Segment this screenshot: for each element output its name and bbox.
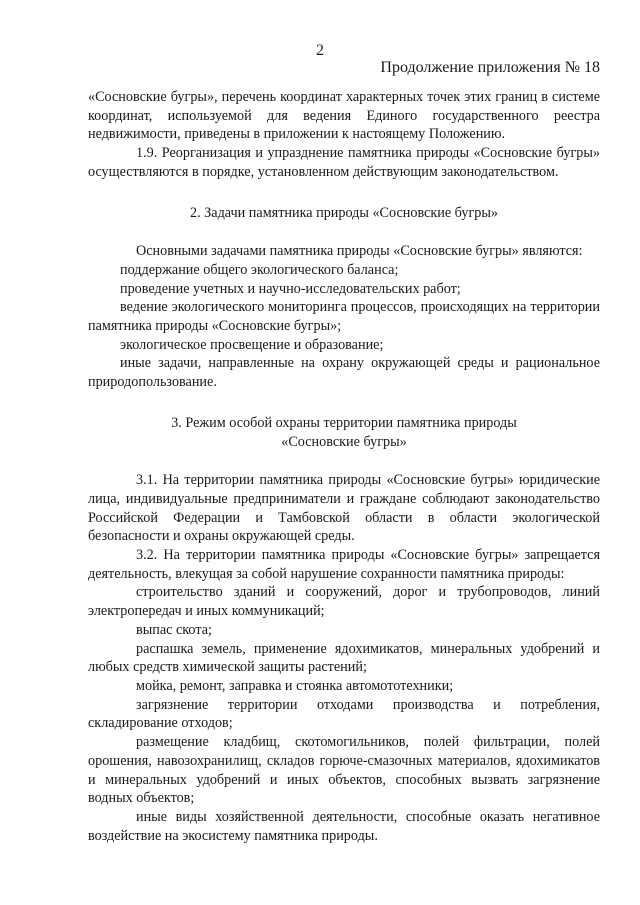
list-item: размещение кладбищ, скотомогильников, полей фильтрации, полей орошения, навозохранилищ, складов горюче-смазочных материалов, ядохимикатов и минеральных удобрений и иных объектов, способных вызвать загрязнение водных объектов; — [88, 734, 600, 807]
list-item: строительство зданий и сооружений, дорог и трубопроводов, линий электропередач и иных коммуникаций; — [88, 584, 600, 620]
page-number: 2 — [316, 42, 324, 59]
list-item: распашка земель, применение ядохимикатов, минеральных удобрений и любых средств химической защиты растений; — [88, 640, 600, 676]
section-2-lead: Основными задачами памятника природы «Сосновские бугры» являются: — [136, 243, 583, 260]
list-item: иные виды хозяйственной деятельности, способные оказать негативное воздействие на экосистему памятника природы. — [88, 808, 600, 844]
section-3-heading-line1: 3. Режим особой охраны территории памятника природы — [171, 414, 517, 431]
list-item: ведение экологического мониторинга процессов, происходящих на территории памятника природы «Сосновские бугры»; — [88, 299, 600, 335]
document-body — [88, 88, 600, 845]
list-item: проведение учетных и научно-исследовательских работ; — [120, 280, 461, 297]
list-item: выпас скота; — [136, 621, 212, 638]
clause-3-2: 3.2. На территории памятника природы «Сосновские бугры» запрещается деятельность, влекущая за собой нарушение сохранности памятника природы: — [88, 547, 600, 582]
list-item: экологическое просвещение и образование; — [120, 336, 384, 353]
intro-paragraph: «Сосновские бугры», перечень координат характерных точек этих границ в системе координат, используемой для ведения Единого государственного реестра недвижимости, приведены в приложении к настоящему Положению. — [88, 89, 600, 143]
clause-3-1: 3.1. На территории памятника природы «Сосновские бугры» юридические лица, индивидуальные предприниматели и граждане соблюдают законодательство Российской Федерации и Тамбовской области в области экологической безопасности и охраны окружающей среды. — [88, 472, 600, 545]
section-2-heading: 2. Задачи памятника природы «Сосновские бугры» — [189, 204, 498, 221]
list-item: поддержание общего экологического баланса; — [120, 261, 399, 278]
list-item: иные задачи, направленные на охрану окружающей среды и рациональное природопользование. — [88, 355, 600, 391]
list-item: загрязнение территории отходами производства и потребления, складирование отходов; — [88, 696, 600, 732]
appendix-continuation: Продолжение приложения № 18 — [380, 59, 600, 76]
clause-1-9: 1.9. Реорганизация и упразднение памятника природы «Сосновские бугры» осуществляются в порядке, установленном действующим законодательством. — [88, 145, 600, 180]
list-item: мойка, ремонт, заправка и стоянка автомототехники; — [136, 677, 454, 694]
section-3-heading-line2: «Сосновские бугры» — [281, 433, 407, 450]
